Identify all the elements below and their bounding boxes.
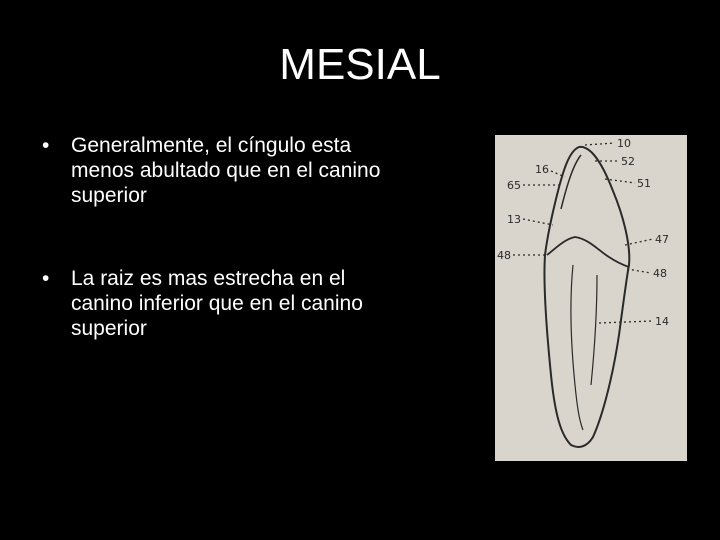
bullet-line: Generalmente, el cíngulo esta [71,134,352,157]
tooth-diagram [495,135,687,461]
bullet-item [42,266,442,341]
label-16: 16 [535,163,549,176]
label-13: 13 [507,213,521,226]
label-47: 47 [655,233,669,246]
label-14: 14 [655,315,669,328]
paper-background [495,135,687,461]
label-48-right: 48 [653,267,667,280]
bullet-line: superior [71,317,147,340]
bullet-marker: • [42,267,50,290]
slide-title: MESIAL [279,40,441,89]
bullet-list [42,133,442,341]
bullet-line: superior [71,184,147,207]
bullet-marker: • [42,134,50,157]
bullet-line: La raiz es mas estrecha en el [71,267,346,290]
label-48-left: 48 [497,249,511,262]
bullet-item [42,133,442,208]
label-51: 51 [637,177,651,190]
label-65: 65 [507,179,521,192]
label-10: 10 [617,137,631,150]
label-52: 52 [621,155,635,168]
bullet-line: canino inferior que en el canino [71,292,363,315]
bullet-line: menos abultado que en el canino [71,159,381,182]
tooth-diagram-icon [495,135,687,461]
